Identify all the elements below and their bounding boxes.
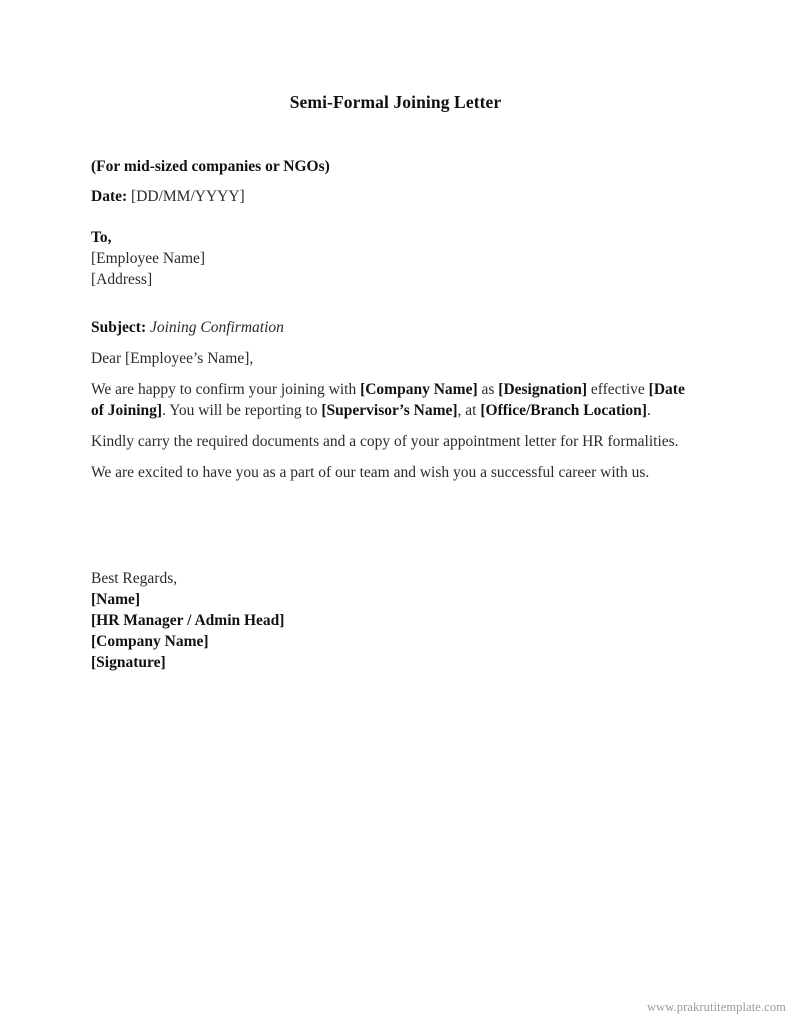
p1-seg4: . You will be reporting to — [162, 402, 322, 419]
letter-body — [91, 158, 685, 483]
p1-seg6: . — [646, 402, 651, 419]
date-line — [91, 186, 685, 207]
subject-value: Joining Confirmation — [149, 319, 284, 336]
placeholder-company-name: [Company Name] — [360, 381, 478, 398]
date-value: [DD/MM/YYYY] — [131, 188, 245, 205]
placeholder-supervisor-name: [Supervisor’s Name] — [321, 402, 458, 419]
p1-seg2: as — [477, 381, 499, 398]
placeholder-designation: [Designation] — [498, 381, 587, 398]
subject-line — [91, 317, 685, 338]
signature-placeholder: [Signature] — [91, 654, 166, 671]
paragraph-welcome: We are excited to have you as a part of our team and wish you a successful career with us. — [91, 464, 650, 481]
recipient-name: [Employee Name] — [91, 250, 206, 267]
p1-seg5: , at — [457, 402, 481, 419]
recipient-block — [91, 227, 685, 290]
placeholder-date-of-joining: [Date of Joining] — [91, 381, 685, 419]
signer-designation: [HR Manager / Admin Head] — [91, 612, 285, 629]
closing-line: Best Regards, — [91, 570, 178, 587]
subject-label: Subject: — [91, 319, 147, 336]
signer-name: [Name] — [91, 591, 141, 608]
paragraph-documents: Kindly carry the required documents and a copy of your appointment letter for HR formalities. — [91, 433, 679, 450]
date-label: Date: — [91, 188, 128, 205]
p1-seg1: We are happy to confirm your joining with — [91, 381, 361, 398]
recipient-label: To, — [91, 229, 112, 246]
placeholder-office-location: [Office/Branch Location] — [480, 402, 647, 419]
page-title: Semi-Formal Joining Letter — [289, 92, 502, 112]
document-subtitle: (For mid-sized companies or NGOs) — [91, 158, 330, 175]
paragraph-joining-details — [91, 379, 685, 421]
footer-watermark: www.prakrutitemplate.com — [646, 1000, 786, 1014]
salutation: Dear [Employee’s Name], — [91, 350, 254, 367]
recipient-address: [Address] — [91, 271, 153, 288]
signer-company: [Company Name] — [91, 633, 209, 650]
signature-block — [91, 568, 511, 673]
p1-seg3: effective — [586, 381, 649, 398]
